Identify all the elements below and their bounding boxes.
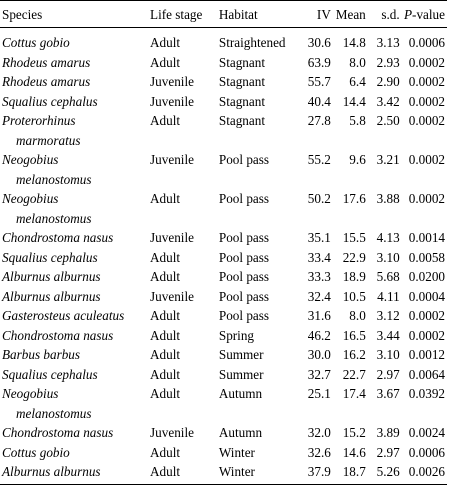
cell-iv: 30.6 bbox=[307, 35, 331, 50]
cell-mean: 14.6 bbox=[342, 444, 366, 460]
table-row bbox=[0, 267, 447, 287]
cell-habitat: Pool pass bbox=[218, 269, 270, 284]
table-row bbox=[0, 326, 447, 346]
cell-p-value: 0.0002 bbox=[408, 93, 445, 109]
cell-iv: 46.2 bbox=[307, 327, 331, 343]
cell-sd: 3.10 bbox=[376, 249, 400, 265]
cell-sd: 3.13 bbox=[376, 35, 400, 50]
cell-habitat: Pool pass bbox=[218, 249, 270, 265]
cell-species bbox=[0, 306, 150, 326]
cell-life-stage: Adult bbox=[150, 444, 181, 460]
cell-p-value: 0.0012 bbox=[408, 347, 445, 362]
cell-p-value: 0.0026 bbox=[408, 464, 445, 479]
cell-species bbox=[0, 189, 150, 228]
cell-habitat: Stagnant bbox=[218, 74, 266, 89]
cell-species bbox=[0, 443, 150, 463]
cell-p-value: 0.0014 bbox=[408, 230, 445, 245]
cell-habitat: Pool pass bbox=[218, 288, 270, 304]
cell-iv: 50.2 bbox=[307, 191, 331, 206]
cell-habitat: Pool pass bbox=[218, 191, 270, 206]
cell-sd: 3.67 bbox=[376, 386, 400, 401]
cell-sd: 3.42 bbox=[376, 93, 400, 109]
cell-species bbox=[0, 287, 150, 307]
cell-iv: 27.8 bbox=[307, 113, 331, 128]
cell-habitat: Winter bbox=[218, 464, 255, 479]
cell-life-stage: Adult bbox=[150, 35, 181, 50]
species-name: Squalius cephalus bbox=[2, 93, 98, 109]
cell-p-value: 0.0006 bbox=[408, 35, 445, 50]
cell-sd: 2.97 bbox=[376, 366, 400, 382]
cell-mean: 16.5 bbox=[342, 327, 366, 343]
cell-species bbox=[0, 72, 150, 92]
species-name: Neogobius bbox=[2, 152, 59, 167]
cell-iv: 55.2 bbox=[307, 152, 331, 167]
cell-life-stage: Adult bbox=[150, 269, 181, 284]
cell-iv: 31.6 bbox=[307, 308, 331, 323]
cell-p-value: 0.0002 bbox=[408, 308, 445, 323]
cell-species bbox=[0, 462, 150, 484]
cell-iv: 30.0 bbox=[307, 347, 331, 362]
cell-mean: 14.4 bbox=[342, 93, 366, 109]
cell-life-stage: Adult bbox=[150, 386, 181, 401]
species-name: Gasterosteus aculeatus bbox=[2, 308, 125, 323]
cell-sd: 5.26 bbox=[376, 464, 400, 479]
header-species: Species bbox=[2, 7, 43, 22]
cell-iv: 40.4 bbox=[307, 93, 331, 109]
cell-p-value: 0.0002 bbox=[408, 152, 445, 167]
species-name: Cottus gobio bbox=[2, 444, 70, 460]
table-row bbox=[0, 92, 447, 112]
species-name: Alburnus alburnus bbox=[2, 269, 101, 284]
species-name: Squalius cephalus bbox=[2, 249, 98, 265]
cell-life-stage: Juvenile bbox=[150, 152, 194, 167]
cell-life-stage: Adult bbox=[150, 347, 181, 362]
table-row bbox=[0, 72, 447, 92]
cell-iv: 32.4 bbox=[307, 288, 331, 304]
cell-iv: 37.9 bbox=[307, 464, 331, 479]
cell-habitat: Pool pass bbox=[218, 230, 270, 245]
cell-life-stage: Adult bbox=[150, 308, 181, 323]
cell-habitat: Summer bbox=[218, 347, 264, 362]
cell-mean: 16.2 bbox=[342, 347, 366, 362]
table-row bbox=[0, 462, 447, 484]
cell-life-stage: Juvenile bbox=[150, 425, 194, 440]
species-name-continued: melanostomus bbox=[16, 405, 92, 421]
table-row bbox=[0, 28, 447, 53]
cell-p-value: 0.0002 bbox=[408, 74, 445, 89]
cell-iv: 32.0 bbox=[307, 425, 331, 440]
species-name: Neogobius bbox=[2, 386, 59, 401]
header-life-stage: Life stage bbox=[150, 7, 203, 22]
cell-sd: 3.12 bbox=[376, 308, 400, 323]
cell-mean: 17.4 bbox=[342, 386, 366, 401]
table-header bbox=[0, 1, 447, 28]
cell-sd: 3.44 bbox=[376, 327, 400, 343]
cell-mean: 22.7 bbox=[342, 366, 366, 382]
cell-p-value: 0.0024 bbox=[408, 425, 445, 440]
header-p-value bbox=[400, 1, 447, 28]
table-row bbox=[0, 150, 447, 189]
cell-species bbox=[0, 111, 150, 150]
cell-mean: 14.8 bbox=[342, 35, 366, 50]
cell-iv: 63.9 bbox=[307, 54, 331, 70]
species-name: Cottus gobio bbox=[2, 35, 70, 50]
table-row bbox=[0, 365, 447, 385]
cell-sd: 2.93 bbox=[376, 54, 400, 70]
cell-habitat: Autumn bbox=[218, 386, 263, 401]
cell-life-stage: Adult bbox=[150, 366, 181, 382]
cell-p-value: 0.0004 bbox=[408, 288, 445, 304]
cell-sd: 4.11 bbox=[377, 288, 400, 304]
cell-mean: 10.5 bbox=[342, 288, 366, 304]
species-name: Rhodeus amarus bbox=[2, 54, 91, 70]
cell-iv: 33.4 bbox=[307, 249, 331, 265]
cell-habitat: Winter bbox=[218, 444, 255, 460]
header-p-italic: P bbox=[403, 7, 413, 22]
bottom-rule bbox=[0, 484, 447, 485]
species-name: Chondrostoma nasus bbox=[2, 425, 114, 440]
cell-habitat: Summer bbox=[218, 366, 264, 382]
cell-species bbox=[0, 92, 150, 112]
cell-mean: 5.8 bbox=[349, 113, 366, 128]
cell-species bbox=[0, 384, 150, 423]
cell-habitat: Pool pass bbox=[218, 152, 270, 167]
cell-species bbox=[0, 53, 150, 73]
cell-species bbox=[0, 248, 150, 268]
cell-mean: 9.6 bbox=[349, 152, 366, 167]
table-body bbox=[0, 28, 447, 485]
cell-species bbox=[0, 267, 150, 287]
header-sd: s.d. bbox=[381, 7, 400, 22]
cell-species bbox=[0, 228, 150, 248]
table-row bbox=[0, 306, 447, 326]
cell-life-stage: Adult bbox=[150, 249, 181, 265]
cell-mean: 22.9 bbox=[342, 249, 366, 265]
table-row bbox=[0, 111, 447, 150]
species-name-continued: melanostomus bbox=[16, 210, 92, 226]
cell-habitat: Pool pass bbox=[218, 308, 270, 323]
cell-mean: 8.0 bbox=[349, 308, 366, 323]
species-name-continued: melanostomus bbox=[16, 171, 92, 187]
table-row bbox=[0, 248, 447, 268]
cell-mean: 8.0 bbox=[349, 54, 366, 70]
cell-mean: 17.6 bbox=[342, 191, 366, 206]
header-p-rest: -value bbox=[412, 7, 445, 22]
cell-iv: 33.3 bbox=[307, 269, 331, 284]
table-row bbox=[0, 287, 447, 307]
cell-habitat: Straightened bbox=[218, 35, 286, 50]
cell-iv: 32.6 bbox=[307, 444, 331, 460]
table-row bbox=[0, 53, 447, 73]
cell-sd: 2.97 bbox=[376, 444, 400, 460]
cell-p-value: 0.0392 bbox=[408, 386, 445, 401]
cell-species bbox=[0, 326, 150, 346]
cell-habitat: Stagnant bbox=[218, 93, 266, 109]
table-row bbox=[0, 228, 447, 248]
cell-species bbox=[0, 423, 150, 443]
header-mean: Mean bbox=[335, 7, 366, 22]
cell-p-value: 0.0200 bbox=[408, 269, 445, 284]
cell-iv: 32.7 bbox=[307, 366, 331, 382]
cell-sd: 4.13 bbox=[376, 230, 400, 245]
species-name: Chondrostoma nasus bbox=[2, 230, 114, 245]
cell-life-stage: Juvenile bbox=[150, 230, 194, 245]
table-row bbox=[0, 423, 447, 443]
species-name: Alburnus alburnus bbox=[2, 464, 101, 479]
species-name: Alburnus alburnus bbox=[2, 288, 101, 304]
table-footer-rule bbox=[0, 484, 447, 485]
cell-sd: 3.89 bbox=[376, 425, 400, 440]
cell-p-value: 0.0058 bbox=[408, 249, 445, 265]
cell-iv: 35.1 bbox=[307, 230, 331, 245]
cell-mean: 18.7 bbox=[342, 464, 366, 479]
cell-mean: 15.2 bbox=[342, 425, 366, 440]
cell-life-stage: Adult bbox=[150, 54, 181, 70]
cell-habitat: Spring bbox=[218, 327, 255, 343]
cell-life-stage: Adult bbox=[150, 113, 181, 128]
cell-p-value: 0.0002 bbox=[408, 327, 445, 343]
cell-iv: 55.7 bbox=[307, 74, 331, 89]
species-name: Chondrostoma nasus bbox=[2, 327, 114, 343]
cell-habitat: Stagnant bbox=[218, 54, 266, 70]
cell-species bbox=[0, 345, 150, 365]
cell-sd: 3.21 bbox=[376, 152, 400, 167]
species-name: Barbus barbus bbox=[2, 347, 81, 362]
cell-sd: 2.50 bbox=[376, 113, 400, 128]
cell-life-stage: Juvenile bbox=[150, 93, 194, 109]
cell-species bbox=[0, 28, 150, 53]
cell-p-value: 0.0064 bbox=[408, 366, 445, 382]
cell-p-value: 0.0006 bbox=[408, 444, 445, 460]
table-row bbox=[0, 443, 447, 463]
cell-life-stage: Adult bbox=[150, 464, 181, 479]
cell-sd: 3.10 bbox=[376, 347, 400, 362]
cell-life-stage: Adult bbox=[150, 191, 181, 206]
cell-mean: 15.5 bbox=[342, 230, 366, 245]
header-habitat: Habitat bbox=[218, 7, 258, 22]
cell-p-value: 0.0002 bbox=[408, 54, 445, 70]
cell-species bbox=[0, 150, 150, 189]
cell-sd: 3.88 bbox=[376, 191, 400, 206]
table-row bbox=[0, 384, 447, 423]
cell-mean: 18.9 bbox=[342, 269, 366, 284]
cell-habitat: Autumn bbox=[218, 425, 263, 440]
species-name: Squalius cephalus bbox=[2, 366, 98, 382]
cell-mean: 6.4 bbox=[349, 74, 366, 89]
cell-sd: 2.90 bbox=[376, 74, 400, 89]
cell-sd: 5.68 bbox=[376, 269, 400, 284]
cell-species bbox=[0, 365, 150, 385]
species-name: Rhodeus amarus bbox=[2, 74, 91, 89]
table-row bbox=[0, 189, 447, 228]
cell-p-value: 0.0002 bbox=[408, 191, 445, 206]
table-row bbox=[0, 345, 447, 365]
cell-life-stage: Adult bbox=[150, 327, 181, 343]
species-name: Neogobius bbox=[2, 191, 59, 206]
cell-p-value: 0.0002 bbox=[408, 113, 445, 128]
species-name: Proterorhinus bbox=[2, 113, 76, 128]
cell-life-stage: Juvenile bbox=[150, 74, 194, 89]
cell-habitat: Stagnant bbox=[218, 113, 266, 128]
cell-iv: 25.1 bbox=[307, 386, 331, 401]
header-iv: IV bbox=[316, 7, 331, 22]
cell-life-stage: Juvenile bbox=[150, 288, 194, 304]
species-name-continued: marmoratus bbox=[16, 132, 81, 148]
header-row bbox=[0, 1, 447, 28]
